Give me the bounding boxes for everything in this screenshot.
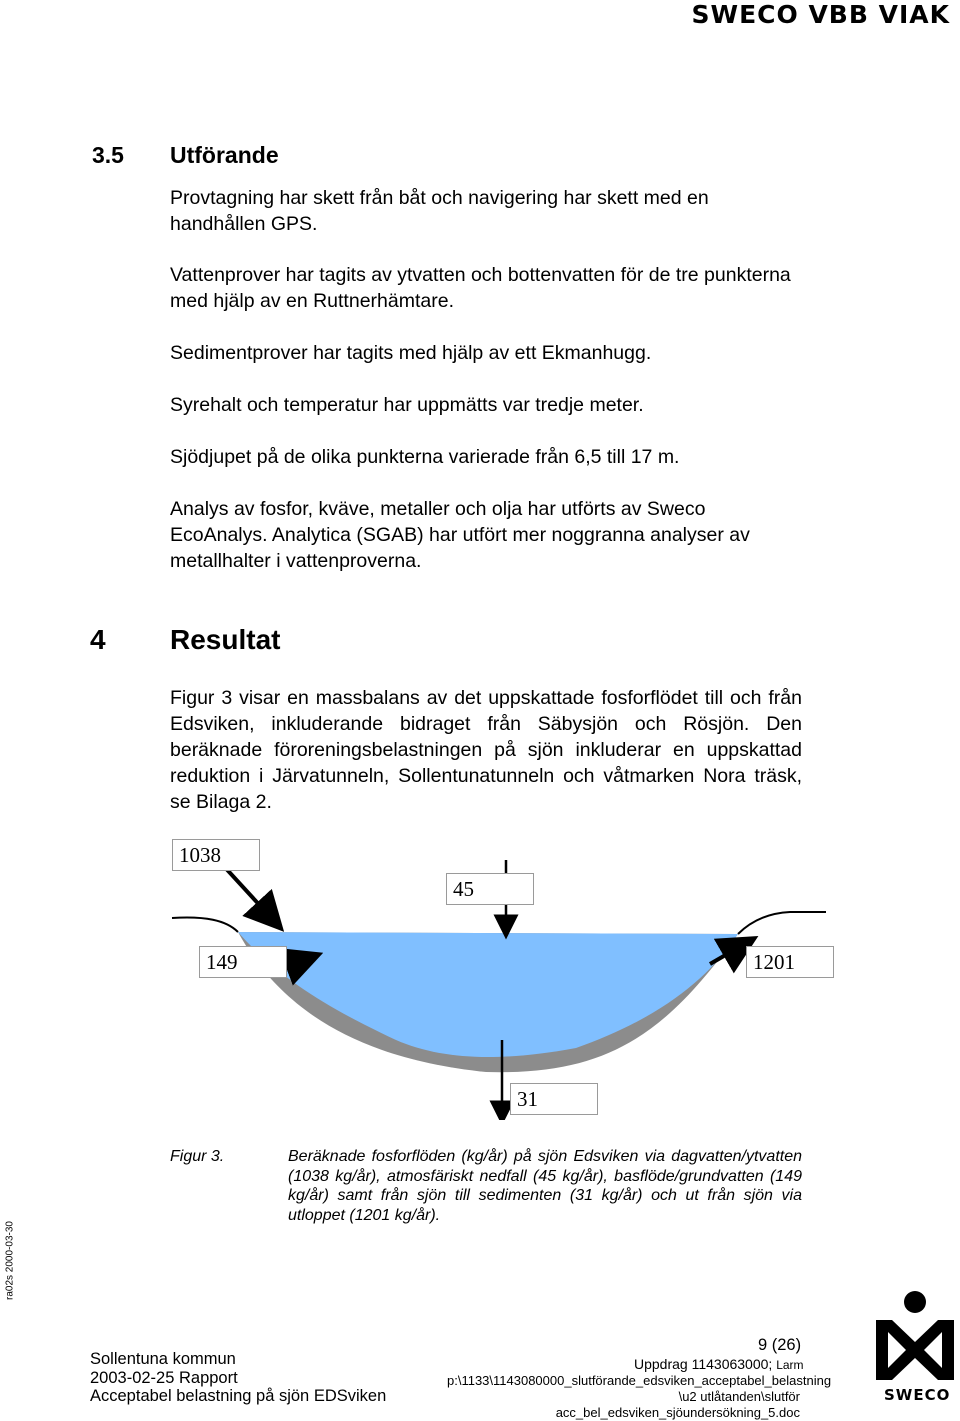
footer-assignment <box>634 1356 804 1374</box>
footer-client: Sollentuna kommun <box>90 1350 236 1368</box>
sweco-logo-icon <box>874 1290 956 1382</box>
stormwater-value-box: 1038 <box>172 839 260 871</box>
header-brand: SWECO VBB VIAK <box>691 0 950 29</box>
section-title: Resultat <box>170 624 281 655</box>
footer-report-title: Acceptabel belastning på sjön EDSviken <box>90 1387 387 1405</box>
paragraph: Syrehalt och temperatur har uppmätts var tredje meter. <box>170 394 644 416</box>
atmospheric-value-box: 45 <box>446 873 534 905</box>
footer-assignment-suffix: Larm <box>776 1358 804 1372</box>
paragraph: Vattenprover har tagits av ytvatten och bottenvatten för de tre punkterna med hjälp av en Ruttnerhämtare. <box>170 264 791 312</box>
shoreline-right <box>738 912 826 934</box>
page-number: 9 (26) <box>758 1336 802 1354</box>
paragraph: Provtagning har skett från båt och navigering har skett med en handhållen GPS. <box>170 187 709 235</box>
footer-path-line2: \u2 utlåtanden\slutför acc_bel_edsviken_sjöundersökning_5.doc <box>555 1389 800 1420</box>
outflow-value-box: 1201 <box>746 946 834 978</box>
paragraph: Analys av fosfor, kväve, metaller och olja har utförts av Sweco EcoAnalys. Analytica (SGAB) har utfört mer noggranna analyser av metallhalter i vattenproverna. <box>170 498 750 572</box>
section-title: Utförande <box>170 142 279 168</box>
groundwater-value-box: 149 <box>199 946 287 978</box>
figure-caption-text: Beräknade fosforflöden (kg/år) på sjön Edsviken via dagvatten/ytvatten (1038 kg/år), atmosfäriskt nedfall (45 kg/år), basflöde/grundvatten (149 kg/år) samt från sjön till sedimenten (31 kg/år) och ut från sjön via utloppet (1201 kg/år). <box>288 1148 802 1224</box>
sweco-logo-text: SWECO <box>884 1386 951 1404</box>
footer-date-type: 2003-02-25 Rapport <box>90 1369 238 1387</box>
paragraph: Sjödjupet på de olika punkterna varierade från 6,5 till 17 m. <box>170 446 680 468</box>
section-number: 4 <box>90 624 106 655</box>
paragraph: Figur 3 visar en massbalans av det uppskattade fosforflödet till och från Edsviken, inkluderande bidraget från Säbysjön och Rösjön. Den beräknade föroreningsbelastningen på sjön inkluderar en uppskattad reduktion i Järvatunneln, Sollentunatunneln och våtmarken Nora träsk, se Bilaga 2. <box>170 687 802 813</box>
shoreline-left <box>172 918 238 932</box>
footer-path-line1: p:\1133\1143080000_slutförande_edsviken_acceptabel_belastning <box>447 1373 832 1388</box>
figure-caption-label: Figur 3. <box>170 1148 225 1165</box>
paragraph: Sedimentprover har tagits med hjälp av ett Ekmanhugg. <box>170 342 652 364</box>
footer-assignment-number: Uppdrag 1143063000; <box>634 1356 773 1372</box>
side-note: ra02s 2000-03-30 <box>4 1221 16 1300</box>
sediment-value-box: 31 <box>510 1083 598 1115</box>
lake-water <box>238 932 738 1057</box>
section-number: 3.5 <box>92 142 124 168</box>
stormwater-arrow <box>220 862 276 923</box>
